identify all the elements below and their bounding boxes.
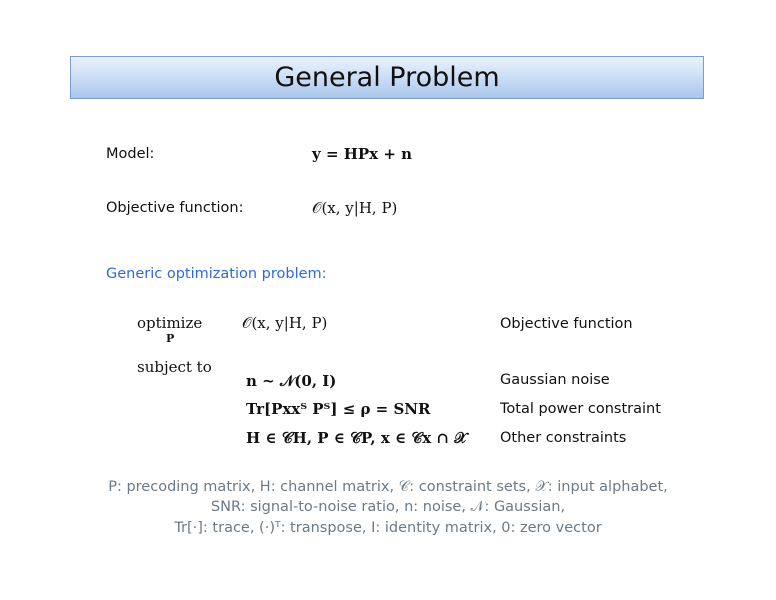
optimize-objective: 𝒪(x, y|H, P): [242, 314, 328, 332]
constraint-power-desc: Total power constraint: [500, 401, 661, 417]
optimize-keyword: optimize: [137, 314, 203, 332]
subject-to-keyword: subject to: [137, 358, 212, 376]
notation-line-2: SNR: signal-to-noise ratio, n: noise, 𝒩: Gaussian,: [210, 499, 566, 515]
objective-desc: Objective function: [500, 316, 633, 332]
objective-label: Objective function:: [106, 200, 244, 216]
constraint-other: H ∈ 𝒞H, P ∈ 𝒞P, x ∈ 𝒞x ∩ 𝒳: [246, 429, 468, 447]
constraint-noise-desc: Gaussian noise: [500, 372, 610, 388]
notation-line-3: Tr[·]: trace, (·)ᵀ: transpose, I: identity matrix, 0: zero vector: [174, 520, 602, 536]
title-banner: [70, 56, 704, 99]
model-label: Model:: [106, 146, 155, 162]
slide-title: General Problem: [274, 62, 500, 93]
model-equation: y = HPx + n: [312, 145, 413, 163]
constraint-other-desc: Other constraints: [500, 430, 627, 446]
constraint-noise: n ~ 𝒩(0, I): [246, 372, 337, 390]
objective-expression: 𝒪(x, y|H, P): [312, 199, 398, 217]
notation-line-1: P: precoding matrix, H: channel matrix, 𝒞: constraint sets, 𝒳: input alphabet,: [108, 479, 668, 495]
generic-heading: Generic optimization problem:: [106, 266, 327, 282]
constraint-power: Tr[Pxxᵀ Pᵀ] ≤ ρ = SNR: [246, 400, 431, 418]
optimize-variable: P: [166, 332, 175, 345]
